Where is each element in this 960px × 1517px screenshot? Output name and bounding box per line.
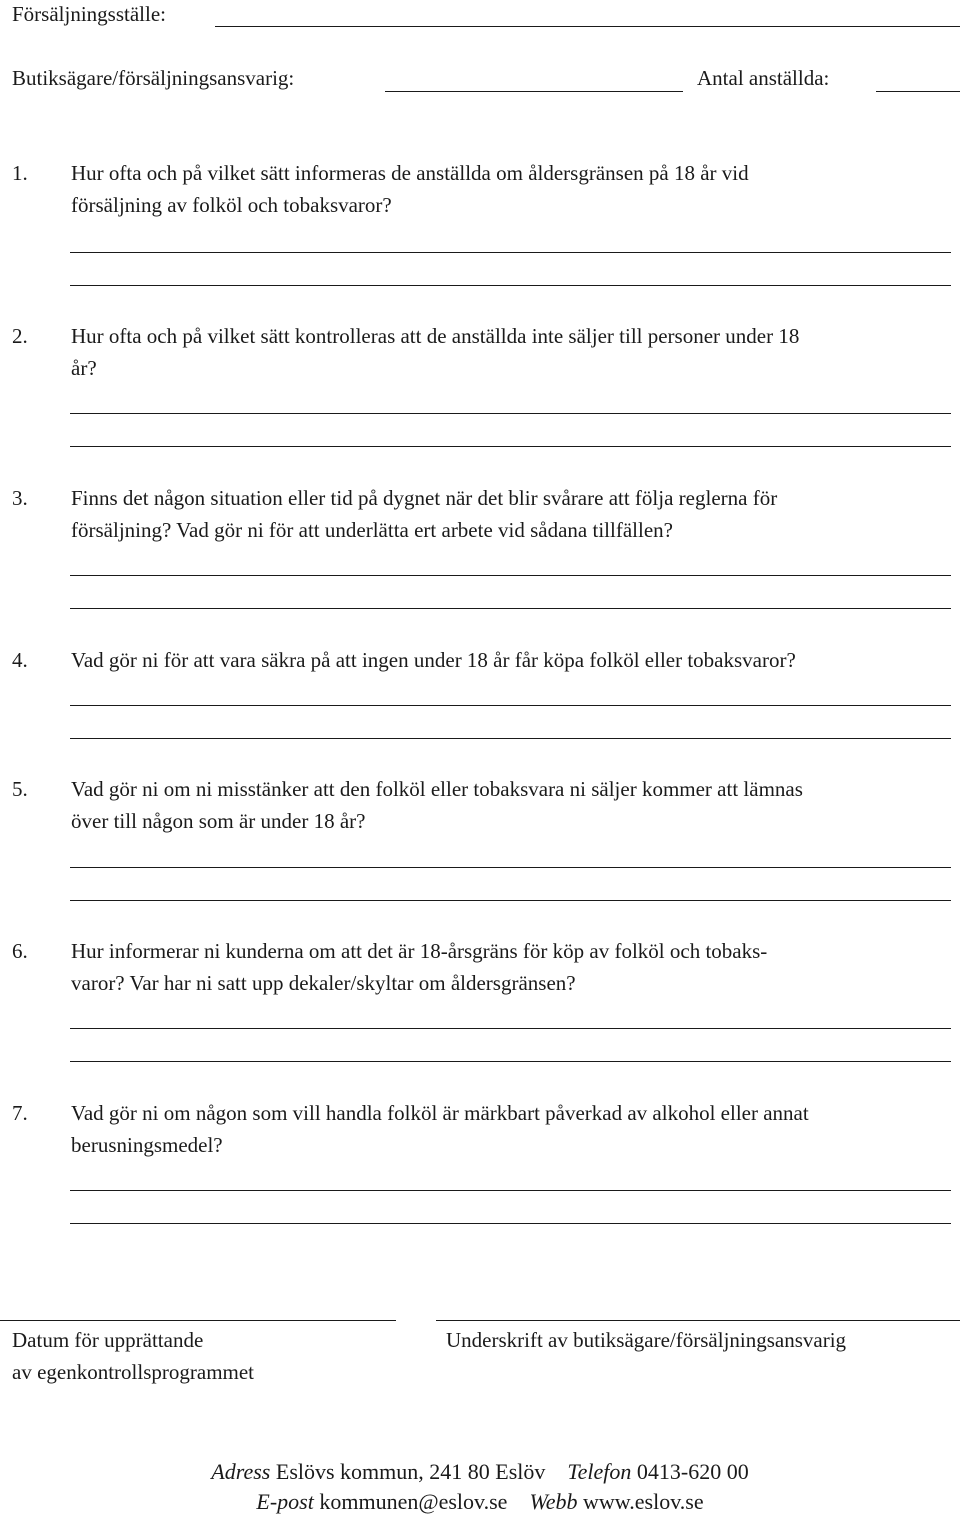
employees-label: Antal anställda:	[697, 66, 830, 90]
question-text	[71, 644, 951, 676]
question-text	[71, 320, 951, 384]
question-text-line: berusningsmedel?	[71, 1133, 223, 1157]
email-label: E-post	[256, 1489, 314, 1514]
question-text-line: Vad gör ni om ni misstänker att den folköl eller tobaksvara ni säljer kommer att lämnas	[71, 777, 803, 801]
answer-line[interactable]	[70, 738, 951, 739]
answer-line[interactable]	[70, 900, 951, 901]
question-text	[71, 935, 951, 999]
date-signature-line[interactable]	[0, 1320, 396, 1321]
question-number: 7.	[12, 1101, 28, 1125]
footer-contact-row	[0, 1487, 960, 1517]
owner-signature-line[interactable]	[436, 1320, 960, 1321]
question-number: 4.	[12, 648, 28, 672]
question-text-line: år?	[71, 356, 97, 380]
question-text-line: Hur ofta och på vilket sätt kontrolleras att de anställda inte säljer till personer under 18	[71, 324, 800, 348]
signature-label: Underskrift av butiksägare/försäljningsansvarig	[446, 1328, 847, 1352]
question-text	[71, 773, 951, 837]
answer-line[interactable]	[70, 608, 951, 609]
answer-line[interactable]	[70, 446, 951, 447]
email-value[interactable]: kommunen@eslov.se	[319, 1489, 508, 1514]
answer-line[interactable]	[70, 1223, 951, 1224]
question-text-line: Finns det någon situation eller tid på dygnet när det blir svårare att följa reglerna för	[71, 486, 778, 510]
question-text-line: Hur informerar ni kunderna om att det är 18-årsgräns för köp av folköl och tobaks-	[71, 939, 768, 963]
question-text-line: Hur ofta och på vilket sätt informeras de anställda om åldersgränsen på 18 år vid	[71, 161, 749, 185]
question-text-line: varor? Var har ni satt upp dekaler/skyltar om åldersgränsen?	[71, 971, 576, 995]
web-label: Webb	[529, 1489, 578, 1514]
answer-line[interactable]	[70, 867, 951, 868]
question-number: 6.	[12, 939, 28, 963]
question-text-line: försäljning av folköl och tobaksvaror?	[71, 193, 392, 217]
answer-line[interactable]	[70, 1028, 951, 1029]
phone-label: Telefon	[567, 1459, 632, 1484]
answer-line[interactable]	[70, 1061, 951, 1062]
owner-label: Butiksägare/försäljningsansvarig:	[12, 66, 295, 90]
employees-input-line[interactable]	[876, 91, 960, 92]
answer-line[interactable]	[70, 285, 951, 286]
question-number: 3.	[12, 486, 28, 510]
answer-line[interactable]	[70, 252, 951, 253]
question-text-line: Vad gör ni för att vara säkra på att ingen under 18 år får köpa folköl eller tobaksvaror?	[71, 648, 796, 672]
question-text	[71, 482, 951, 546]
address-value: Eslövs kommun, 241 80 Eslöv	[275, 1459, 546, 1484]
answer-line[interactable]	[70, 575, 951, 576]
phone-value: 0413-620 00	[636, 1459, 749, 1484]
owner-input-line[interactable]	[385, 91, 683, 92]
address-label: Adress	[211, 1459, 271, 1484]
store-input-line[interactable]	[215, 26, 960, 27]
question-text-line: Vad gör ni om någon som vill handla folköl är märkbart påverkad av alkohol eller annat	[71, 1101, 809, 1125]
answer-line[interactable]	[70, 705, 951, 706]
footer-address-row	[0, 1457, 960, 1487]
question-number: 2.	[12, 324, 28, 348]
question-number: 5.	[12, 777, 28, 801]
answer-line[interactable]	[70, 1190, 951, 1191]
answer-line[interactable]	[70, 413, 951, 414]
question-text-line: över till någon som är under 18 år?	[71, 809, 366, 833]
question-number: 1.	[12, 161, 28, 185]
question-text	[71, 157, 951, 221]
store-label: Försäljningsställe:	[12, 2, 166, 26]
question-text	[71, 1097, 951, 1161]
date-label: Datum för upprättande	[12, 1328, 204, 1352]
web-value[interactable]: www.eslov.se	[583, 1489, 704, 1514]
question-text-line: försäljning? Vad gör ni för att underlätta ert arbete vid sådana tillfällen?	[71, 518, 673, 542]
date-label-continued: av egenkontrollsprogrammet	[12, 1360, 255, 1384]
